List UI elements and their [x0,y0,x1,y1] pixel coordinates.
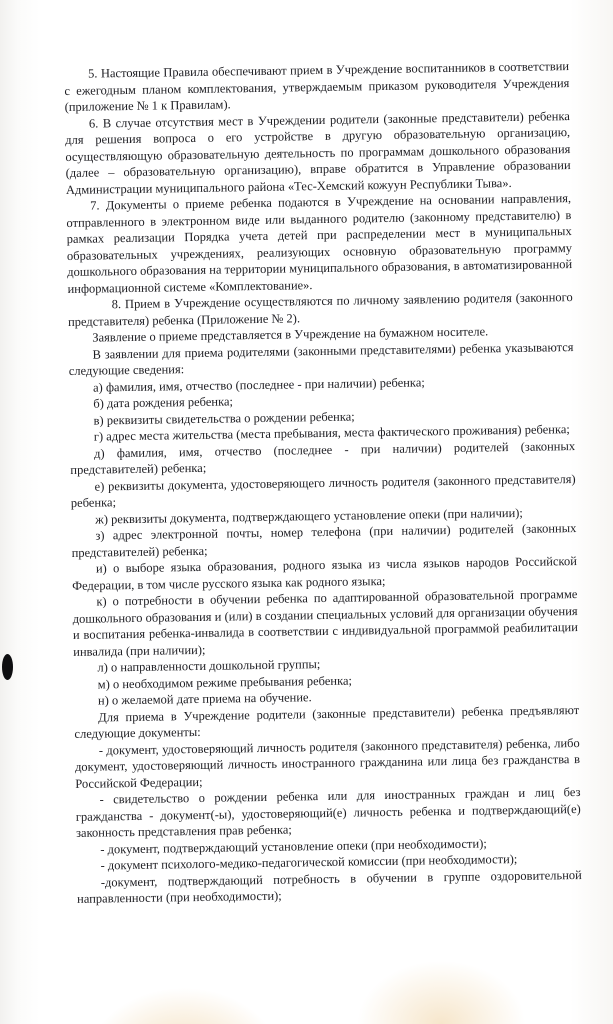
document-body [64,58,582,907]
list-item: д) фамилия, имя, отчество (последнее - при наличии) родителей (законных представителей) ребенка; [70,438,576,477]
list-item: - свидетельство о рождении ребенка или для иностранных граждан и лиц без гражданства - документ(-ы), удостоверяющий(е) личность ребенка и подтверждающий(е) законность представления прав ребенка; [75,784,581,840]
paragraph-6: 6. В случае отсутствия мест в Учреждении родители (законные представители) ребенка для решения вопроса о его устройстве в другую образовательную организацию, осуществляющую образовательную деятельность по программам дошкольного образования (далее – образовательную организацию), вправе обратится в Управление образовании Администрации муниципального района «Тес-Хемский кожуун Республики Тыва». [65,108,571,197]
list-item: г) адрес места жительства (места пребывания, места фактического проживания) ребенка; [93,422,570,444]
list-item: - документ психолого-медико-педагогической комиссии (при необходимости); [100,851,518,873]
list-item: в) реквизиты свидетельства о рождении ребенка; [93,408,355,428]
list-item: м) о необходимом режиме пребывания ребенка; [97,673,353,692]
paragraph-application-paper: Заявление о приеме представляется в Учреждение на бумажном носителе. [92,324,489,345]
list-item: з) адрес электронной почты, номер телефона (при наличии) родителей (законных представителей) ребенка; [71,521,577,560]
list-item: б) дата рождения ребенка; [93,394,234,411]
list-item: е) реквизиты документа, удостоверяющего личность родителя (законного представителя) ребенка; [70,471,576,510]
list-item: - документ, подтверждающий установление опеки (при необходимости); [100,835,487,857]
list-item: а) фамилия, имя, отчество (последнее - при наличии) ребенка; [92,374,425,395]
punch-hole [2,654,13,680]
list-item: л) о направленности дошкольной группы; [97,657,321,675]
paragraph-7: 7. Документы о приеме ребенка подаются в Учреждение на основании направления, отправленного в электронном виде или выданного родителю (законному представителю) в рамках реализации Порядка учета детей при распределении мест в муниципальных образовательных учреждениях, реализующих основную образовательную программу дошкольного образования на территории муниципального образования, в автоматизированной информационной системе «Комплектование». [66,191,573,296]
paragraph-application-info: В заявлении для приема родителями (законными представителями) ребенка указываются следующие сведения: [68,339,574,378]
list-item: ж) реквизиты документа, подтверждающего установление опеки (при наличии); [95,505,523,527]
list-item: - документ, удостоверяющий личность родителя (законного представителя) ребенка, либо документ, удостоверяющий личность иностранного гражданина или лица без гражданства в Российской Федерации; [74,735,581,791]
list-item: -документ, подтверждающий потребность в обучении в группе оздоровительной направленности (при необходимости); [76,867,582,906]
list-item: н) о желаемой дате приема на обучение. [97,690,312,708]
list-item: к) о потребности в обучении ребенка по адаптированной образовательной программе дошкольного образования и (или) в создании специальных условий для организации обучения и воспитания ребенка-инвалида в соответствии с индивидуальной программой реабилитации инвалида (при наличии); [72,587,578,659]
paragraph-5: 5. Настоящие Правила обеспечивают прием в Учреждение воспитанников в соответствии с ежегодным планом комплектования, утверждаемым приказом руководителя Учреждения (приложение № 1 к Правилам). [64,59,570,114]
paragraph-8: 8. Прием в Учреждение осуществляются по личному заявлению родителя (законного представителя) ребенка (Приложение № 2). [67,290,573,329]
list-item: и) о выборе языка образования, родного языка из числа языков народов Российской Федерации, в том числе русского языка как родного языка; [72,554,577,593]
paragraph-required-documents: Для приема в Учреждение родители (законные представители) ребенка предъявляют следующие документы: [74,702,580,741]
